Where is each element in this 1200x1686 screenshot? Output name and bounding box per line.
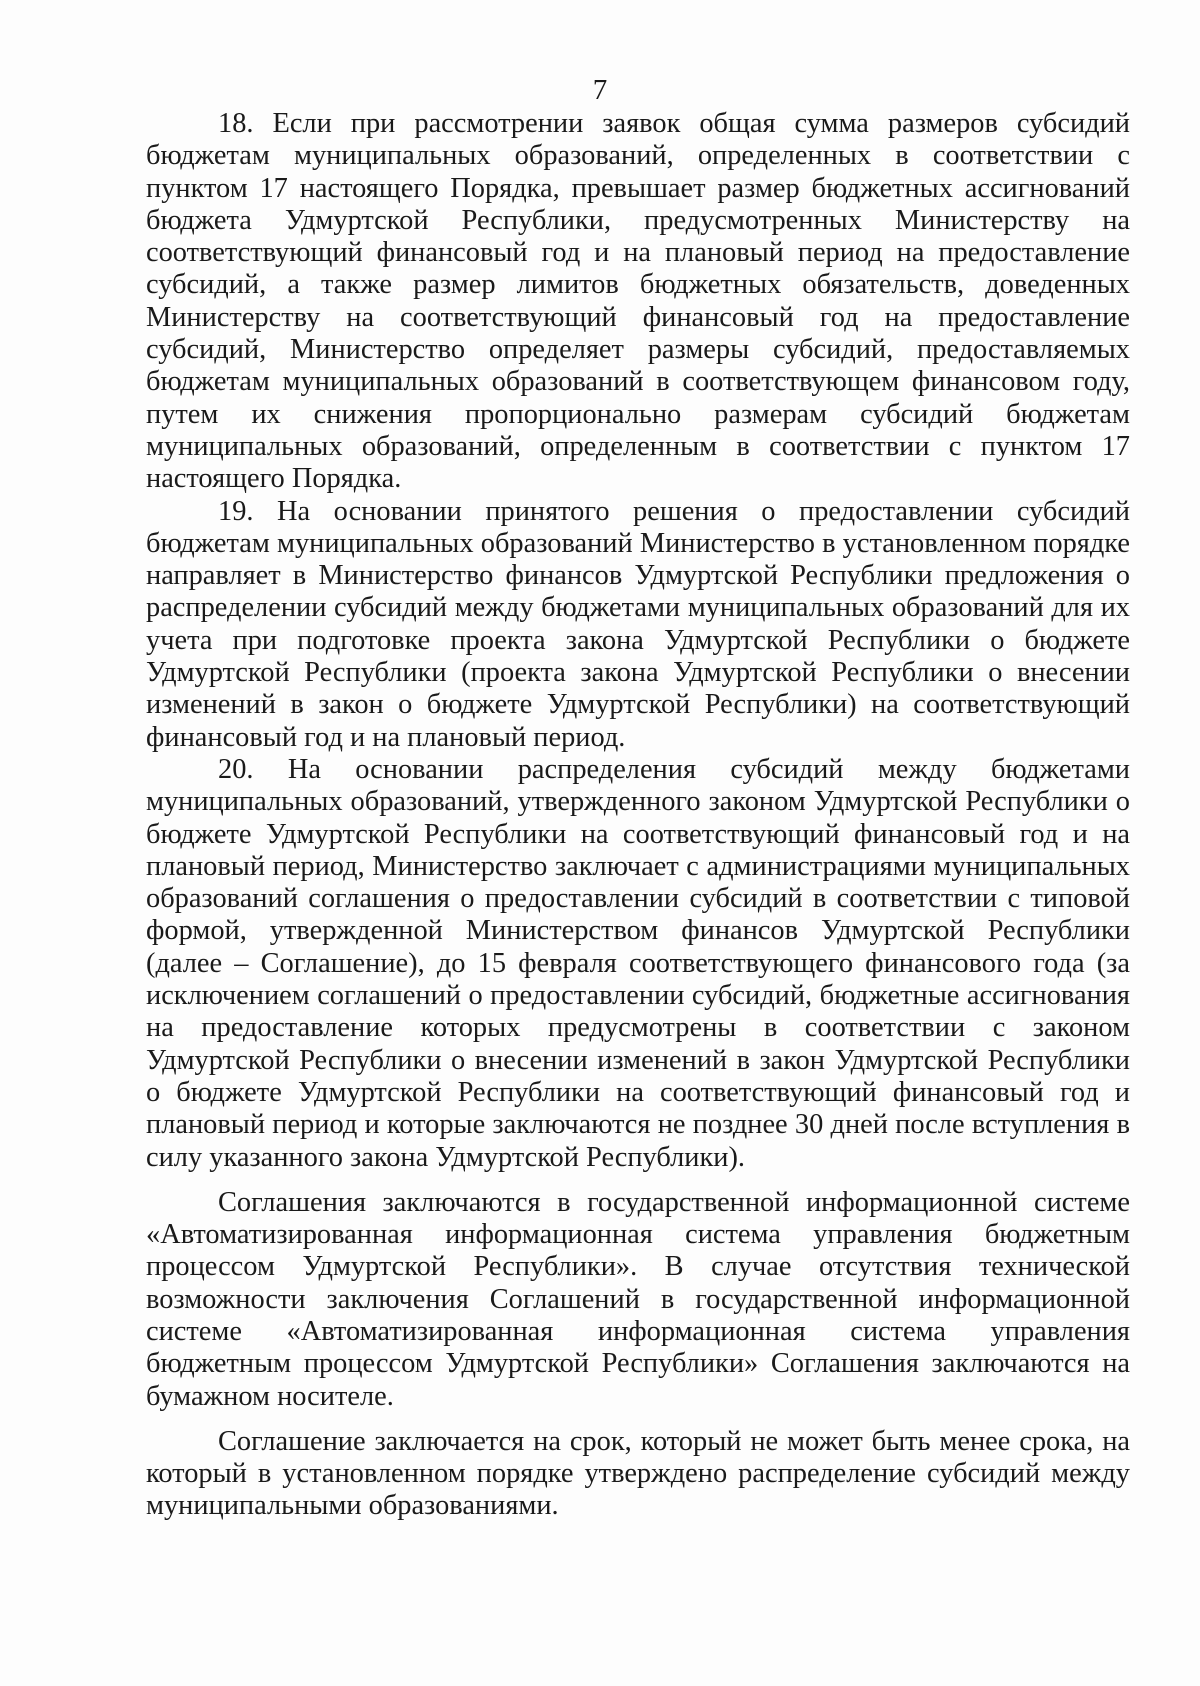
document-body [146,108,1130,1523]
paragraph-20: 20. На основании распределения субсидий между бюджетами муниципальных образований, утвержденного законом Удмуртской Республики о бюджете Удмуртской Республики на соответствующий финансовый год и на плановый период, Министерство заключает с администрациями муниципальных образований соглашения о предоставлении субсидий в соответствии с типовой формой, утвержденной Министерством финансов Удмуртской Республики (далее – Соглашение), до 15 февраля соответствующего финансового года (за исключением соглашений о предоставлении субсидий, бюджетные ассигнования на предоставление которых предусмотрены в соответствии с законом Удмуртской Республики о внесении изменений в закон Удмуртской Республики о бюджете Удмуртской Республики на соответствующий финансовый год и плановый период и которые заключаются не позднее 30 дней после вступления в силу указанного закона Удмуртской Республики). [146,753,1130,1173]
paragraph-19: 19. На основании принятого решения о предоставлении субсидий бюджетам муниципальных образований Министерство в установленном порядке направляет в Министерство финансов Удмуртской Республики предложения о распределении субсидий между бюджетами муниципальных образований для их учета при подготовке проекта закона Удмуртской Республики о бюджете Удмуртской Республики (проекта закона Удмуртской Республики о внесении изменений в закон о бюджете Удмуртской Республики) на соответствующий финансовый год и на плановый период. [146,495,1130,753]
paragraph-18: 18. Если при рассмотрении заявок общая сумма размеров субсидий бюджетам муниципальных образований, определенных в соответствии с пунктом 17 настоящего Порядка, превышает размер бюджетных ассигнований бюджета Удмуртской Республики, предусмотренных Министерству на соответствующий финансовый год и на плановый период на предоставление субсидий, а также размер лимитов бюджетных обязательств, доведенных Министерству на соответствующий финансовый год на предоставление субсидий, Министерство определяет размеры субсидий, предоставляемых бюджетам муниципальных образований в соответствующем финансовом году, путем их снижения пропорционально размерам субсидий бюджетам муниципальных образований, определенным в соответствии с пунктом 17 настоящего Порядка. [146,108,1130,495]
page-number: 7 [592,74,608,106]
paragraph-agreement-term: Соглашение заключается на срок, который не может быть менее срока, на который в установленном порядке утверждено распределение субсидий между муниципальными образованиями. [146,1425,1130,1522]
paragraph-agreements-system: Соглашения заключаются в государственной информационной системе «Автоматизированная информационная система управления бюджетным процессом Удмуртской Республики». В случае отсутствия технической возможности заключения Соглашений в государственной информационной системе «Автоматизированная информационная система управления бюджетным процессом Удмуртской Республики» Соглашения заключаются на бумажном носителе. [146,1186,1130,1412]
